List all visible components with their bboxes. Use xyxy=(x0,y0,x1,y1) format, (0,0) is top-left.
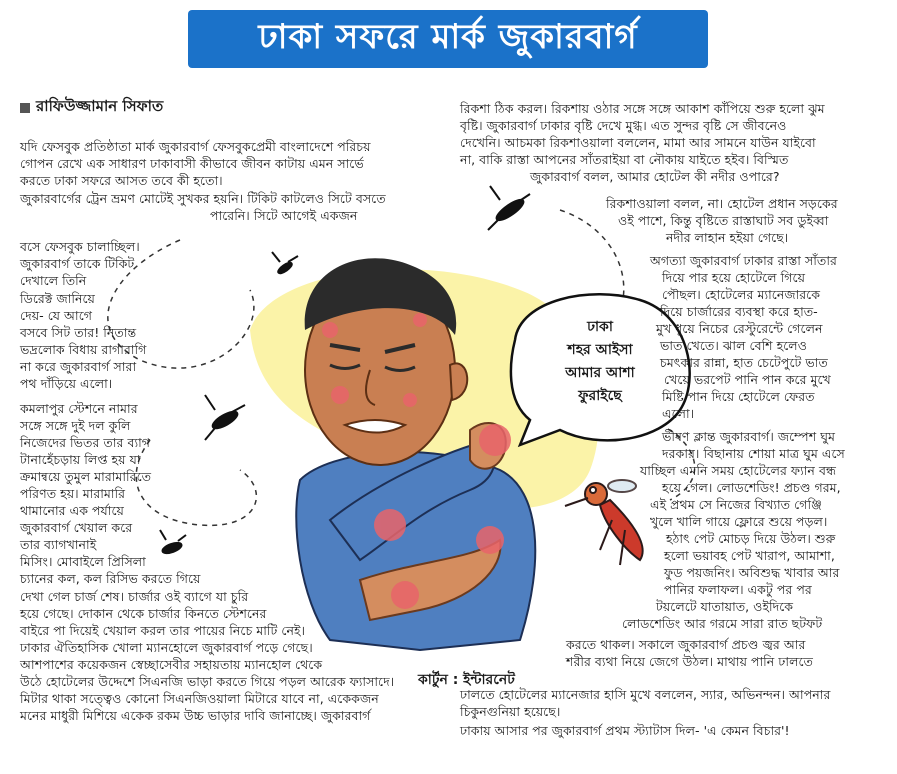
text-line: বসে ফেসবুক চালাচ্ছিল। xyxy=(20,239,140,254)
text-line: নদীর লাহান হইয়া গেছে। xyxy=(666,230,789,245)
text-line: পরিণত হয়। মারামারি xyxy=(20,486,126,501)
text-line: এই প্রথম সে নিজের বিখ্যাত গেঞ্জি xyxy=(650,497,822,512)
text-line: খুলে খালি গায়ে ফ্লোরে শুয়ে পড়ল। xyxy=(650,514,828,529)
mosquito-icon xyxy=(488,186,530,230)
text-line: হয়ে গেছে। দোকান থেকে চার্জার কিনতে স্টেশনের xyxy=(20,606,267,621)
text-line: আশপাশের কয়েকজন স্বেচ্ছাসেবীর সহায়তায় ম্যানহোল থেকে xyxy=(20,657,323,672)
text-line: ক্রমান্বয়ে তুমুল মারামারিতে xyxy=(20,469,152,484)
text-line: জুকারবার্গ তাকে টিকিট xyxy=(20,256,135,271)
text-line: করতে ঢাকা সফরে আসত তবে কী হতো। xyxy=(20,173,223,188)
bubble-line: শহর আইসা xyxy=(567,342,633,358)
cartoon-mosquito xyxy=(565,480,643,565)
text-line: যদি ফেসবুক প্রতিষ্ঠাতা মার্ক জুকারবার্গ ফেসবুকপ্রেমী বাংলাদেশে পরিচয় xyxy=(20,139,371,154)
text-line: ঢাকার ঐতিহাসিক খোলা ম্যানহোলে জুকারবার্গ পড়ে গেছে। xyxy=(20,640,313,655)
text-line: সঙ্গে সঙ্গে দুই দল কুলি xyxy=(20,418,131,433)
text-line: ভদ্রলোক বিধায় রাগারাগি xyxy=(20,342,147,357)
text-line: মুখ ধুয়ে নিচের রেস্টুরেন্টে গেলেন xyxy=(656,321,823,336)
text-line: ভাত খেতে। ঝাল বেশি হলেও xyxy=(660,338,807,353)
text-line: দরকার। বিছানায় শোয়া মাত্র ঘুম এসে xyxy=(662,446,845,461)
text-line: বৃষ্টি। জুকারবার্গ ঢাকার বৃষ্টি দেখে মুগ্ধ। এত সুন্দর বৃষ্টি সে জীবনেও xyxy=(460,118,787,133)
text-line: পথ দাঁড়িয়ে এলো। xyxy=(20,376,113,391)
text-line: থামানোর এক পর্যায়ে xyxy=(20,503,124,518)
text-line: না করে জুকারবার্গ সারা xyxy=(20,359,137,374)
text-line: জুকারবার্গ খেয়াল করে xyxy=(20,520,133,535)
text-line: হঠাৎ পেট মোচড় দিয়ে উঠল। শুরু xyxy=(666,531,836,546)
text-line: ডিরেক্ট জানিয়ে xyxy=(20,291,95,306)
text-line: জুকারবার্গ বলল, আমার হোটেল কী নদীর ওপারে? xyxy=(530,169,780,184)
bite-bump xyxy=(391,581,419,609)
text-line: খেয়ে ভরপেট পানি পান করে মুখে xyxy=(664,372,831,387)
text-line: মিষ্টি পান দিয়ে হোটেলে ফেরত xyxy=(662,389,815,404)
text-line: মিটার থাকা সত্ত্বেও কোনো সিএনজিওয়ালা মিটারে যাবে না, একেকজন xyxy=(20,691,379,706)
text-line: হলো ভয়াবহ পেট খারাপ, আমাশা, xyxy=(664,548,835,563)
text-line: নিজেদের ভিতর তার ব্যাগ xyxy=(20,435,151,450)
text-line: গোপন রেখে এক সাধারণ ঢাকাবাসী কীভাবে জীবন কাটায় এমন সার্ভে xyxy=(20,156,364,171)
text-line: ঢাকায় আসার পর জুকারবার্গ প্রথম স্ট্যাটাস দিল- 'এ কেমন বিচার'! xyxy=(460,723,790,738)
text-line: পানির ফলাফল। একটু পর পর xyxy=(664,582,812,597)
mosquito-icon xyxy=(160,530,186,555)
bubble-line: আমার আশা xyxy=(565,365,635,381)
text-line: পৌছল। হোটেলের ম্যানেজারকে xyxy=(662,287,821,302)
text-line: চ্যানের কল, কল রিসিভ করতে গিয়ে xyxy=(20,571,201,586)
text-line: অগত্যা জুকারবার্গ ঢাকার রাস্তা সাঁতার xyxy=(650,253,837,268)
text-line: টয়লেটে যাতায়াত, ওইদিকে xyxy=(656,599,794,614)
text-line: হয়ে গেল। লোডশেডিং! প্রচণ্ড গরম, xyxy=(662,480,841,495)
bite-bump xyxy=(374,509,406,541)
text-line: কমলাপুর স্টেশনে নামার xyxy=(20,401,138,416)
text-line: উঠে হোটেলের উদ্দেশে সিএনজি ভাড়া করতে গিয়ে পড়ল আরেক ফ্যাসাদে। xyxy=(20,674,395,689)
text-line: লোডশেডিং আর গরমে সারা রাত ছটফট xyxy=(622,616,823,631)
text-line: টানাহেঁচড়ায় লিপ্ত হয় যা xyxy=(20,452,141,467)
bite-bump xyxy=(413,313,427,327)
bite-bump xyxy=(476,526,504,554)
text-line: পারেনি। সিটে আগেই একজন xyxy=(210,208,358,223)
text-line: রিকশা ঠিক করল। রিকশায় ওঠার সঙ্গে সঙ্গে আকাশ কাঁপিয়ে শুরু হলো ঝুম xyxy=(460,101,825,116)
mosquito-icon xyxy=(205,395,245,440)
bubble-line: ফুরাইছে xyxy=(578,388,622,404)
text-line: মিসিং। মোবাইলে প্রিসিলা xyxy=(20,554,146,569)
text-line: দেয়- যে আগে xyxy=(20,308,93,323)
text-line: যাচ্ছিল এমনি সময় হোটেলের ফ্যান বন্ধ xyxy=(640,463,836,478)
page-title: ঢাকা সফরে মার্ক জুকারবার্গ xyxy=(258,16,638,57)
text-line: দেখা গেল চার্জ শেষ। চার্জার ওই ব্যাগে যা চুরি xyxy=(20,589,249,604)
text-line: করতে থাকল। সকালে জুকারবার্গ প্রচণ্ড জ্বর আর xyxy=(566,637,806,652)
text-line: না, বাকি রাস্তা আপনের সাঁতরাইয়া বা নৌকায় যাইতে হইব। বিস্মিত xyxy=(460,152,789,167)
cartoon-credit: কার্টুন : ইন্টারনেট xyxy=(418,672,515,688)
text-line: বাইরে পা দিয়েই খেয়াল করল তার পায়ের নিচে মাটি নেই। xyxy=(20,623,306,638)
text-line: রিকশাওয়ালা বলল, না। হোটেল প্রধান সড়কের xyxy=(606,196,838,211)
bite-bump xyxy=(331,386,349,404)
mosquito-flight-path-2 xyxy=(136,440,256,525)
text-line: এলো। xyxy=(662,406,695,421)
author-name: রাফিউজ্জামান সিফাত xyxy=(36,97,164,115)
speech-bubble-text xyxy=(530,316,670,408)
text-line: ফুড পয়জনিং। অবিশুদ্ধ খাবার আর xyxy=(664,565,840,580)
bubble-line: ঢাকা xyxy=(587,319,613,335)
text-line: ভীষণ ক্লান্ত জুকারবার্গ। জম্পেশ ঘুম xyxy=(662,429,835,444)
text-line: দিয়ে চার্জারের ব্যবস্থা করে হাত- xyxy=(660,304,818,319)
text-line: দেখালে তিনি xyxy=(20,273,87,288)
text-line: দেখেনি। আচমকা রিকশাওয়ালা বললেন, মামা আর সামনে যাউন যাইবো xyxy=(460,135,816,150)
text-line: বসবে সিট তার! নিতান্ত xyxy=(20,325,137,340)
text-line: চমৎকার রান্না, হাত চেটেপুটে ভাত xyxy=(660,355,828,370)
text-line: চিকুনগুনিয়া হয়েছে। xyxy=(460,704,561,719)
mosquito-icon xyxy=(272,252,298,275)
text-line: মনের মাধুরী মিশিয়ে একেক রকম উচ্চ ভাড়ার দাবি জানাচ্ছে। জুকারবার্গ xyxy=(20,708,371,723)
text-line: দিয়ে পার হয়ে হোটেলে গিয়ে xyxy=(662,270,806,285)
text-line: তার ব্যাগখানাই xyxy=(20,537,97,552)
text-line: জুকারবার্গের ট্রেন ভ্রমণ মোটেই সুখকর হয়নি। টিকিট কাটলেও সিটে বসতে xyxy=(20,191,386,206)
text-line: ওই পাশে, কিন্তু বৃষ্টিতে রাস্তাঘাট সব ডুইব্বা xyxy=(618,213,829,228)
bite-bump xyxy=(322,322,338,338)
bite-bump xyxy=(403,393,417,407)
text-line: ঢালতে হোটেলের ম্যানেজার হাসি মুখে বললেন, স্যার, অভিনন্দন। আপনার xyxy=(460,687,831,702)
bite-bump xyxy=(479,424,511,456)
text-line: শরীর ব্যথা নিয়ে জেগে উঠল। মাথায় পানি ঢালতে xyxy=(566,654,813,669)
